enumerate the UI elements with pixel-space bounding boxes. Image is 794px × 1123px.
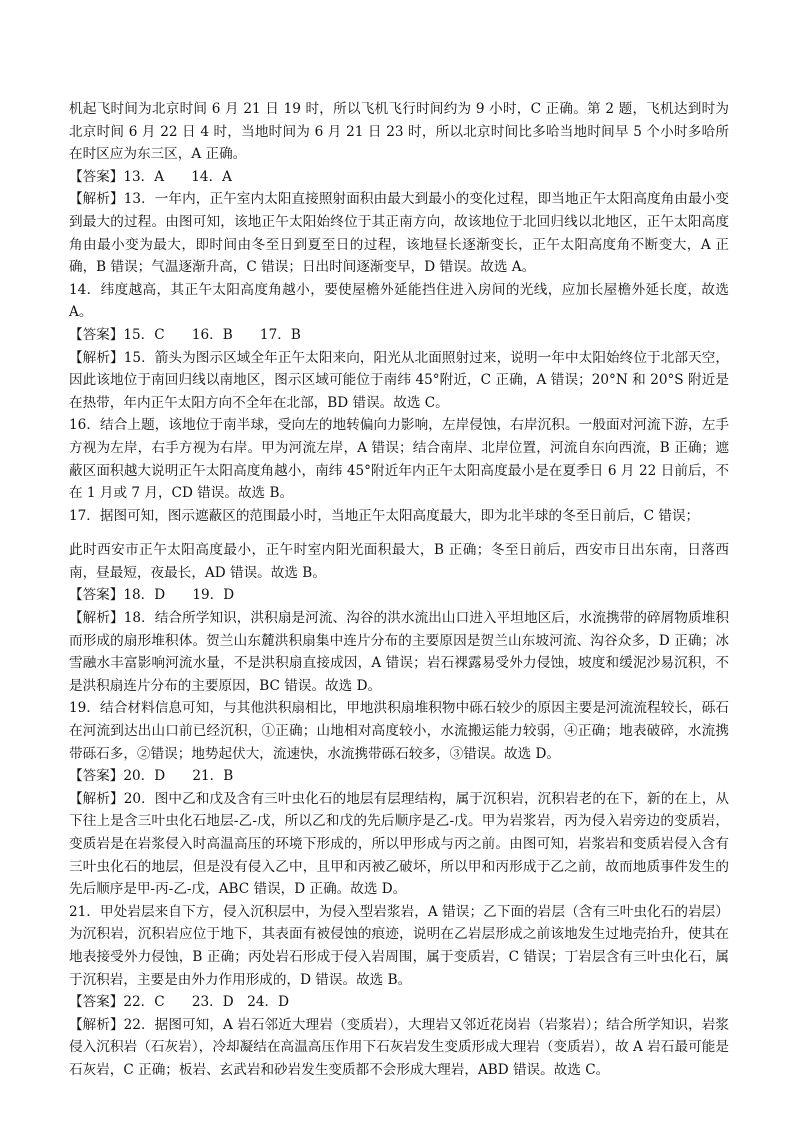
paragraph-gap — [69, 527, 729, 539]
answer-line: 【答案】22．C 23．D 24．D — [69, 994, 290, 1011]
explanation-paragraph: 【解析】18．结合所学知识，洪积扇是河流、沟谷的洪水流出山口进入平坦地区后，水流携带的碎屑物质堆积而形成的扇形堆积体。贺兰山东麓洪积扇集中连片分布的主要原因是贺兰山东坡河流、沟谷众多，D 正确；冰雪融水丰富影响河流水量，不是洪积扇直接成因，A 错误；岩石裸露易受外力侵蚀，坡度和缓泥沙易沉积，不是洪积扇连片分布的主要原因，BC 错误。故选 D。 — [69, 610, 729, 694]
explanation-paragraph: 【解析】15．箭头为图示区域全年正午太阳来向，阳光从北面照射过来，说明一年中太阳始终位于北部天空，因此该地位于南回归线以南地区，图示区域可能位于南纬 45°附近，C 正确，A 错误；20°N 和 20°S 附近是在热带，年内正午太阳方向不全年在北部，BD 错误。故选 C。 — [69, 349, 729, 411]
explanation-paragraph: 19．结合材料信息可知，与其他洪积扇相比，甲地洪积扇堆积物中砾石较少的原因主要是河流流程较长，砾石在河流到达出山口前已经沉积，①正确；山地相对高度较小，水流搬运能力较弱，④正确；地表破碎，水流携带砾石多，②错误；地势起伏大，流速快，水流携带砾石较多，③错误。故选 D。 — [69, 700, 729, 762]
answer-line: 【答案】18．D 19．D — [69, 587, 235, 604]
explanation-paragraph: 机起飞时间为北京时间 6 月 21 日 19 时，所以飞机飞行时间约为 9 小时，C 正确。第 2 题，飞机达到时为北京时间 6 月 22 日 4 时，当地时间为 6 月 21 日 23 时，所以北京时间比多哈当地时间早 5 个小时多哈所在时区应为东三区，A 正确。 — [69, 101, 729, 163]
explanation-paragraph: 16．结合上题，该地位于南半球，受向左的地转偏向力影响，左岸侵蚀，右岸沉积。一般面对河流下游，左手方视为左岸，右手方视为右岸。甲为河流左岸，A 错误；结合南岸、北岸位置，河流自东向西流，B 正确；遮蔽区面积越大说明正午太阳高度角越小，南纬 45°附近年内正午太阳高度最小是在夏季日 6 月 22 日前后，不在 1 月或 7 月，CD 错误。故选 B。 — [69, 417, 729, 502]
explanation-paragraph: 【解析】13．一年内，正午室内太阳直接照射面积由最大到最小的变化过程，即当地正午太阳高度角由最小变到最大的过程。由图可知，该地正午太阳始终位于其正南方向，故该地位于北回归线以北地区，正午太阳高度角由最小变为最大，即时间由冬至日到夏至日的过程，该地昼长逐渐变长，正午太阳高度角不断变大，A 正确，B 错误；气温逐渐升高，C 错误；日出时间逐渐变早，D 错误。故选 A。 — [69, 191, 729, 276]
answer-line: 【答案】15．C 16．B 17．B — [69, 326, 301, 343]
answer-explanation-text — [69, 98, 729, 1082]
explanation-paragraph: 21．甲处岩层来自下方，侵入沉积层中，为侵入型岩浆岩，A 错误；乙下面的岩层（含有三叶虫化石的岩层）为沉积岩，沉积岩应位于地下，其表面有被侵蚀的痕迹，说明在乙岩层形成之前该地发生过地壳抬升，使其在地表接受外力侵蚀，B 正确；丙处岩石形成于侵入岩周围，属于变质岩，C 错误；丁岩层含有三叶虫化石，属于沉积岩，主要是由外力作用形成的，D 错误。故选 B。 — [69, 903, 729, 988]
answer-line: 【答案】20．D 21．B — [69, 768, 234, 785]
explanation-paragraph: 17．据图可知，图示遮蔽区的范围最小时，当地正午太阳高度最大，即为北半球的冬至日前后，C 错误； — [69, 507, 700, 524]
answer-line: 【答案】13．A 14．A — [69, 168, 232, 185]
explanation-paragraph: 此时西安市正午太阳高度最小，正午时室内阳光面积最大，B 正确；冬至日前后，西安市日出东南，日落西南，昼最短，夜最长，AD 错误。故选 B。 — [69, 542, 729, 581]
explanation-paragraph: 14．纬度越高，其正午太阳高度角越小，要使屋檐外延能挡住进入房间的光线，应加长屋檐外延长度，故选 A。 — [69, 281, 729, 321]
explanation-paragraph: 【解析】20．图中乙和戊及含有三叶虫化石的地层有层理结构，属于沉积岩，沉积岩老的在下，新的在上，从下往上是含三叶虫化石地层-乙-戊，所以乙和戊的先后顺序是乙-戊。甲为岩浆岩，丙为侵入岩旁边的变质岩，变质岩是在岩浆侵入时高温高压的环境下形成的，所以甲形成与丙之前。由图可知，岩浆岩和变质岩侵入含有三叶虫化石的地层，但是没有侵入乙中，且甲和丙被乙破坏，所以甲和丙形成于乙之前，故而地质事件发生的先后顺序是甲-丙-乙-戊，ABC 错误，D 正确。故选 D。 — [69, 790, 729, 898]
explanation-paragraph: 【解析】22．据图可知，A 岩石邻近大理岩（变质岩），大理岩又邻近花岗岩（岩浆岩）；结合所学知识，岩浆侵入沉积岩（石灰岩），冷却凝结在高温高压作用下石灰岩发生变质形成大理岩（变质岩），故 A 岩石最可能是石灰岩，C 正确；板岩、玄武岩和砂岩发生变质都不会形成大理岩，ABD 错误。故选 C。 — [69, 1016, 729, 1078]
